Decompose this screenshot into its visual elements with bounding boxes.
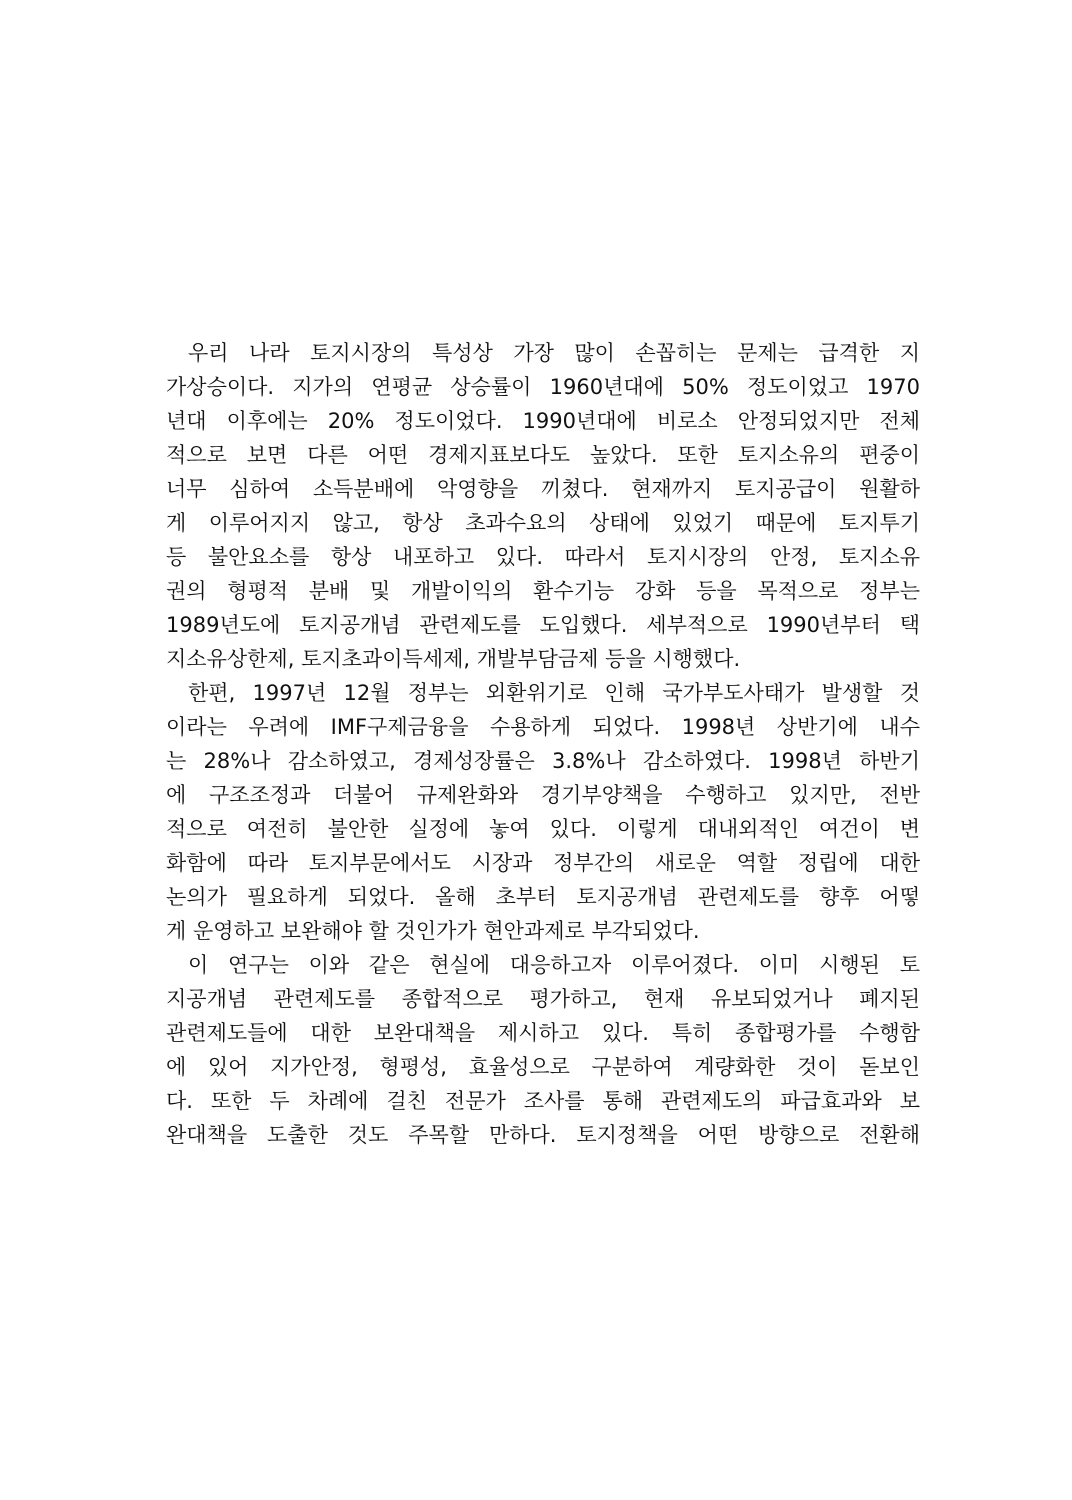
text-line: 는 28%나 감소하였고, 경제성장률은 3.8%나 감소하였다. 1998년 하반기 <box>166 749 920 773</box>
text-line: 게 운영하고 보완해야 할 것인가가 현안과제로 부각되었다. <box>166 919 700 943</box>
text-line: 너무 심하여 소득분배에 악영향을 끼쳤다. 현재까지 토지공급이 원활하 <box>166 477 920 501</box>
text-line: 년대 이후에는 20% 정도이었다. 1990년대에 비로소 안정되었지만 전체 <box>166 409 920 433</box>
text-line: 게 이루어지지 않고, 항상 초과수요의 상태에 있었기 때문에 토지투기 <box>166 511 920 535</box>
text-line: 적으로 보면 다른 어떤 경제지표보다도 높았다. 또한 토지소유의 편중이 <box>166 443 920 467</box>
text-line: 화함에 따라 토지부문에서도 시장과 정부간의 새로운 역할 정립에 대한 <box>166 851 920 875</box>
paragraph-1 <box>166 336 920 676</box>
text-line: 지공개념 관련제도를 종합적으로 평가하고, 현재 유보되었거나 폐지된 <box>166 987 920 1011</box>
text-line: 에 있어 지가안정, 형평성, 효율성으로 구분하여 계량화한 것이 돋보인 <box>166 1055 920 1079</box>
text-line: 한편, 1997년 12월 정부는 외환위기로 인해 국가부도사태가 발생할 것 <box>188 681 920 705</box>
text-line: 다. 또한 두 차례에 걸친 전문가 조사를 통해 관련제도의 파급효과와 보 <box>166 1089 920 1113</box>
text-line: 논의가 필요하게 되었다. 올해 초부터 토지공개념 관련제도를 향후 어떻 <box>166 885 920 909</box>
text-line: 지소유상한제, 토지초과이득세제, 개발부담금제 등을 시행했다. <box>166 647 741 671</box>
text-line: 등 불안요소를 항상 내포하고 있다. 따라서 토지시장의 안정, 토지소유 <box>166 545 920 569</box>
body-text <box>166 336 920 1152</box>
text-line: 우리 나라 토지시장의 특성상 가장 많이 손꼽히는 문제는 급격한 지 <box>188 341 920 365</box>
text-line: 이 연구는 이와 같은 현실에 대응하고자 이루어졌다. 이미 시행된 토 <box>188 953 920 977</box>
text-line: 완대책을 도출한 것도 주목할 만하다. 토지정책을 어떤 방향으로 전환해 <box>166 1123 920 1147</box>
text-line: 권의 형평적 분배 및 개발이익의 환수기능 강화 등을 목적으로 정부는 <box>166 579 920 603</box>
paragraph-3 <box>166 948 920 1152</box>
text-line: 이라는 우려에 IMF구제금융을 수용하게 되었다. 1998년 상반기에 내수 <box>166 715 920 739</box>
text-line: 가상승이다. 지가의 연평균 상승률이 1960년대에 50% 정도이었고 1970 <box>166 375 920 399</box>
paragraph-2 <box>166 676 920 948</box>
text-line: 1989년도에 토지공개념 관련제도를 도입했다. 세부적으로 1990년부터 택 <box>166 613 920 637</box>
text-line: 적으로 여전히 불안한 실정에 놓여 있다. 이렇게 대내외적인 여건이 변 <box>166 817 920 841</box>
text-line: 에 구조조정과 더불어 규제완화와 경기부양책을 수행하고 있지만, 전반 <box>166 783 920 807</box>
text-line: 관련제도들에 대한 보완대책을 제시하고 있다. 특히 종합평가를 수행함 <box>166 1021 920 1045</box>
